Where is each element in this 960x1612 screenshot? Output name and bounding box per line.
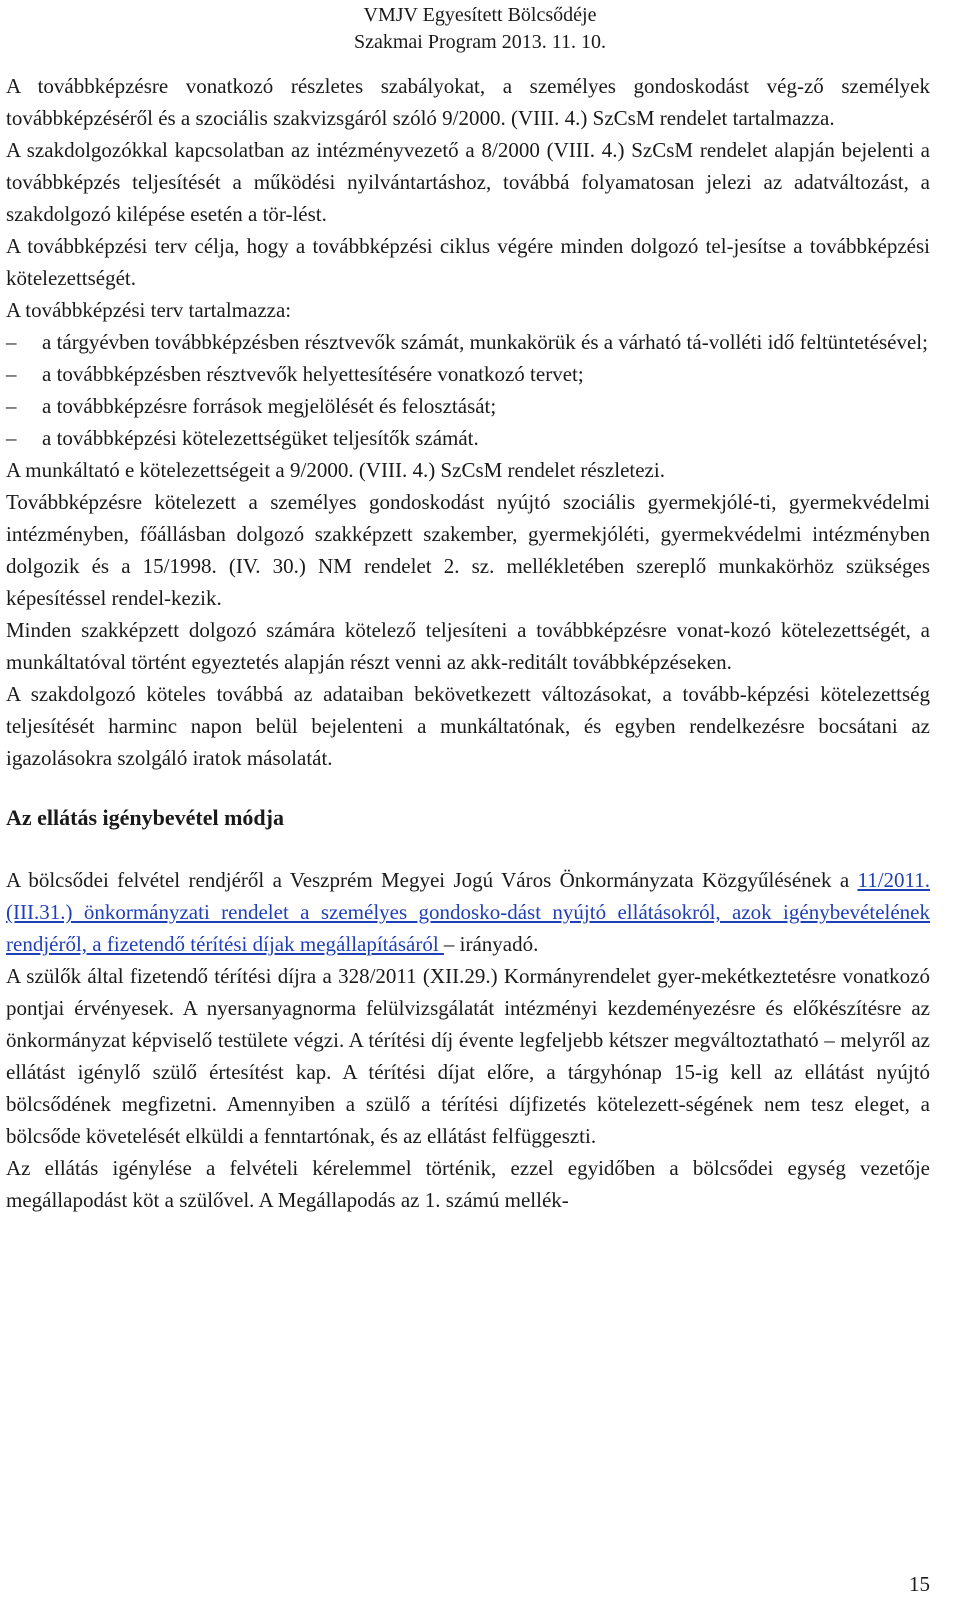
paragraph: A szakdolgozó köteles továbbá az adataiban bekövetkezett változásokat, a tovább-képzési kötelezettség teljesítését harminc napon belül bejelenteni a munkáltatónak, és egyben rendelkezésre bocsátani az igazolásokra szolgáló iratok másolatát.: [6, 682, 930, 770]
page-number: 15: [909, 1572, 930, 1596]
paragraph: [6, 864, 930, 960]
dash-marker: –: [6, 426, 17, 450]
dash-marker: –: [6, 330, 17, 354]
section-heading: Az ellátás igénybevétel módja: [6, 805, 284, 830]
dash-marker: –: [6, 362, 17, 386]
list-item: [6, 390, 930, 422]
list-item: [6, 422, 930, 454]
paragraph: Az ellátás igénylése a felvételi kérelemmel történik, ezzel egyidőben a bölcsődei egység vezetője megállapodást köt a szülővel. A Megállapodás az 1. számú mellék-: [6, 1156, 930, 1212]
paragraph: A továbbképzési terv célja, hogy a továbbképzési ciklus végére minden dolgozó tel-jesítse a továbbképzési kötelezettségét.: [6, 234, 930, 290]
paragraph: A szakdolgozókkal kapcsolatban az intézményvezető a 8/2000 (VIII. 4.) SzCsM rendelet alapján bejelenti a továbbképzés teljesítését a működési nyilvántartáshoz, továbbá folyamatosan jelezi az adatváltozást, a szakdolgozó kilépése esetén a tör-lést.: [6, 138, 930, 226]
bullet-list: [6, 326, 930, 454]
paragraph: A továbbképzési terv tartalmazza:: [6, 298, 292, 322]
paragraph: A munkáltató e kötelezettségeit a 9/2000. (VIII. 4.) SzCsM rendelet részletezi.: [6, 458, 665, 482]
dash-marker: –: [6, 394, 17, 418]
paragraph: Minden szakképzett dolgozó számára kötelező teljesíteni a továbbképzésre vonat-kozó kötelezettségét, a munkáltatóval történt egyeztetés alapján részt venni az akk-reditált továbbképzéseken.: [6, 618, 930, 674]
page-header: [0, 2, 960, 56]
paragraph: Továbbképzésre kötelezett a személyes gondoskodást nyújtó szociális gyermekjólé-ti, gyermekvédelmi intézményben, főállásban dolgozó szakképzett szakember, gyermekjóléti, gyermekvédelmi intézményben dolgozik és a 15/1998. (IV. 30.) NM rendelet 2. sz. mellékletében szereplő munkakörhöz szükséges képesítéssel rendel-kezik.: [6, 490, 930, 610]
list-item-text: a tárgyévben továbbképzésben résztvevők számát, munkakörük és a várható tá-volléti idő feltüntetésével;: [42, 330, 928, 354]
list-item-text: a továbbképzési kötelezettségüket teljesítők számát.: [42, 426, 479, 450]
list-item-text: a továbbképzésre források megjelölését és felosztását;: [42, 394, 497, 418]
paragraph: A továbbképzésre vonatkozó részletes szabályokat, a személyes gondoskodást vég-ző személyek továbbképzéséről és a szociális szakvizsgáról szóló 9/2000. (VIII. 4.) SzCsM rendelet tartalmazza.: [6, 74, 930, 130]
paragraph: A szülők által fizetendő térítési díjra a 328/2011 (XII.29.) Kormányrendelet gyer-mekétkeztetésre vonatkozó pontjai érvényesek. A nyersanyagnorma felülvizsgálatát intézményi kezdeményezésre és előkészítésre az önkormányzat képviselő testülete végzi. A térítési díj évente legfeljebb kétszer megváltoztatható – melyről az ellátást igénylő szülő értesítést kap. A térítési díjat előre, a tárgyhónap 15-ig kell az ellátást nyújtó bölcsődének megfizetni. Amennyiben a szülő a térítési díjfizetés kötelezett-ségének nem tesz eleget, a bölcsőde követelését elküldi a fenntartónak, és az ellátást felfüggeszti.: [6, 964, 930, 1148]
paragraph-text: A bölcsődei felvétel rendjéről a Veszprém Megyei Jogú Város Önkormányzata Közgyűlésének a: [6, 868, 858, 892]
list-item: [6, 358, 930, 390]
document-body: [6, 70, 930, 1216]
list-item-text: a továbbképzésben résztvevők helyettesítésére vonatkozó tervet;: [42, 362, 584, 386]
list-item: [6, 326, 930, 358]
paragraph-text: – irányadó.: [443, 932, 539, 956]
header-title: VMJV Egyesített Bölcsődéje: [363, 4, 597, 26]
header-subtitle: Szakmai Program 2013. 11. 10.: [353, 31, 606, 53]
regulation-link[interactable]: 11/2011. (III.31.) önkormányzati rendelet a személyes gondosko-dást nyújtó ellátásokról, azok igénybevételének rendjéről, a fizetendő térítési díjak megállapításáról: [6, 868, 930, 956]
